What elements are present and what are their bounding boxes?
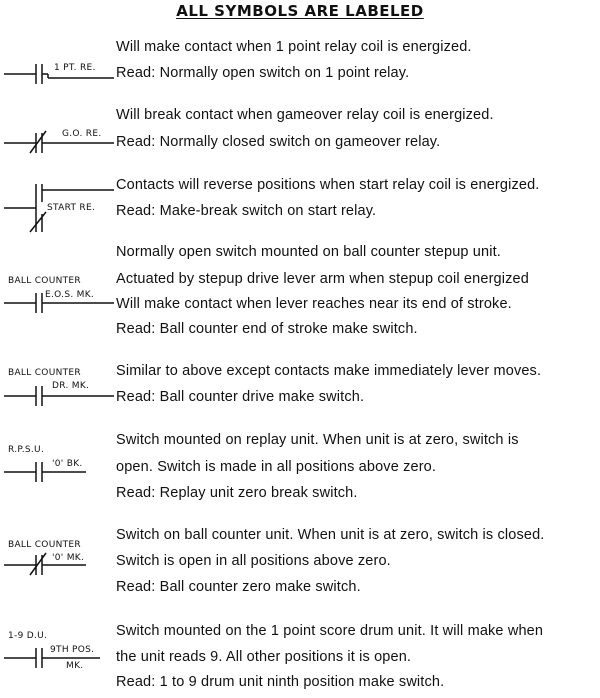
unit-label: R.P.S.U. [8,445,45,455]
unit-label: BALL COUNTER [8,276,81,286]
contact-label: E.O.S. MK. [45,290,95,300]
description-line: Actuated by stepup drive lever arm when stepup coil energized [116,271,529,287]
contact-label: '0' BK. [52,459,83,469]
description-line: Read: Make-break switch on start relay. [116,203,377,219]
description-line: Contacts will reverse positions when start relay coil is energized. [116,177,540,193]
contact-label-second-line: MK. [66,661,84,671]
description-line: Switch mounted on replay unit. When unit is at zero, switch is [116,432,519,448]
unit-label: 1-9 D.U. [8,631,48,641]
description-line: Read: 1 to 9 drum unit ninth position make switch. [116,674,445,690]
description-line: Will break contact when gameover relay coil is energized. [116,107,494,123]
contact-label: 9TH POS. [50,645,95,655]
unit-label: BALL COUNTER [8,368,81,378]
description-line: Read: Ball counter drive make switch. [116,389,365,405]
description-line: Will make contact when 1 point relay coil is energized. [116,39,472,55]
description-line: Read: Ball counter end of stroke make switch. [116,321,418,337]
description-line: Read: Normally closed switch on gameover relay. [116,134,441,150]
description-line: Read: Normally open switch on 1 point relay. [116,65,410,81]
description-line: Normally open switch mounted on ball counter stepup unit. [116,244,501,260]
contact-label: START RE. [47,203,96,213]
contact-label: DR. MK. [52,381,90,391]
description-line: the unit reads 9. All other positions it is open. [116,649,412,665]
description-line: Will make contact when lever reaches near its end of stroke. [116,296,512,312]
description-line: Similar to above except contacts make immediately lever moves. [116,363,542,379]
unit-label: BALL COUNTER [8,540,81,550]
description-line: Switch on ball counter unit. When unit is at zero, switch is closed. [116,527,545,543]
contact-label: G.O. RE. [62,129,102,139]
description-line: Switch mounted on the 1 point score drum unit. It will make when [116,623,544,639]
description-line: Switch is open in all positions above zero. [116,553,391,569]
page-title: ALL SYMBOLS ARE LABELED [176,2,424,20]
contact-label: 1 PT. RE. [54,63,96,73]
description-line: open. Switch is made in all positions above zero. [116,459,437,475]
description-line: Read: Ball counter zero make switch. [116,579,361,595]
description-line: Read: Replay unit zero break switch. [116,485,358,501]
contact-label: '0' MK. [52,553,85,563]
